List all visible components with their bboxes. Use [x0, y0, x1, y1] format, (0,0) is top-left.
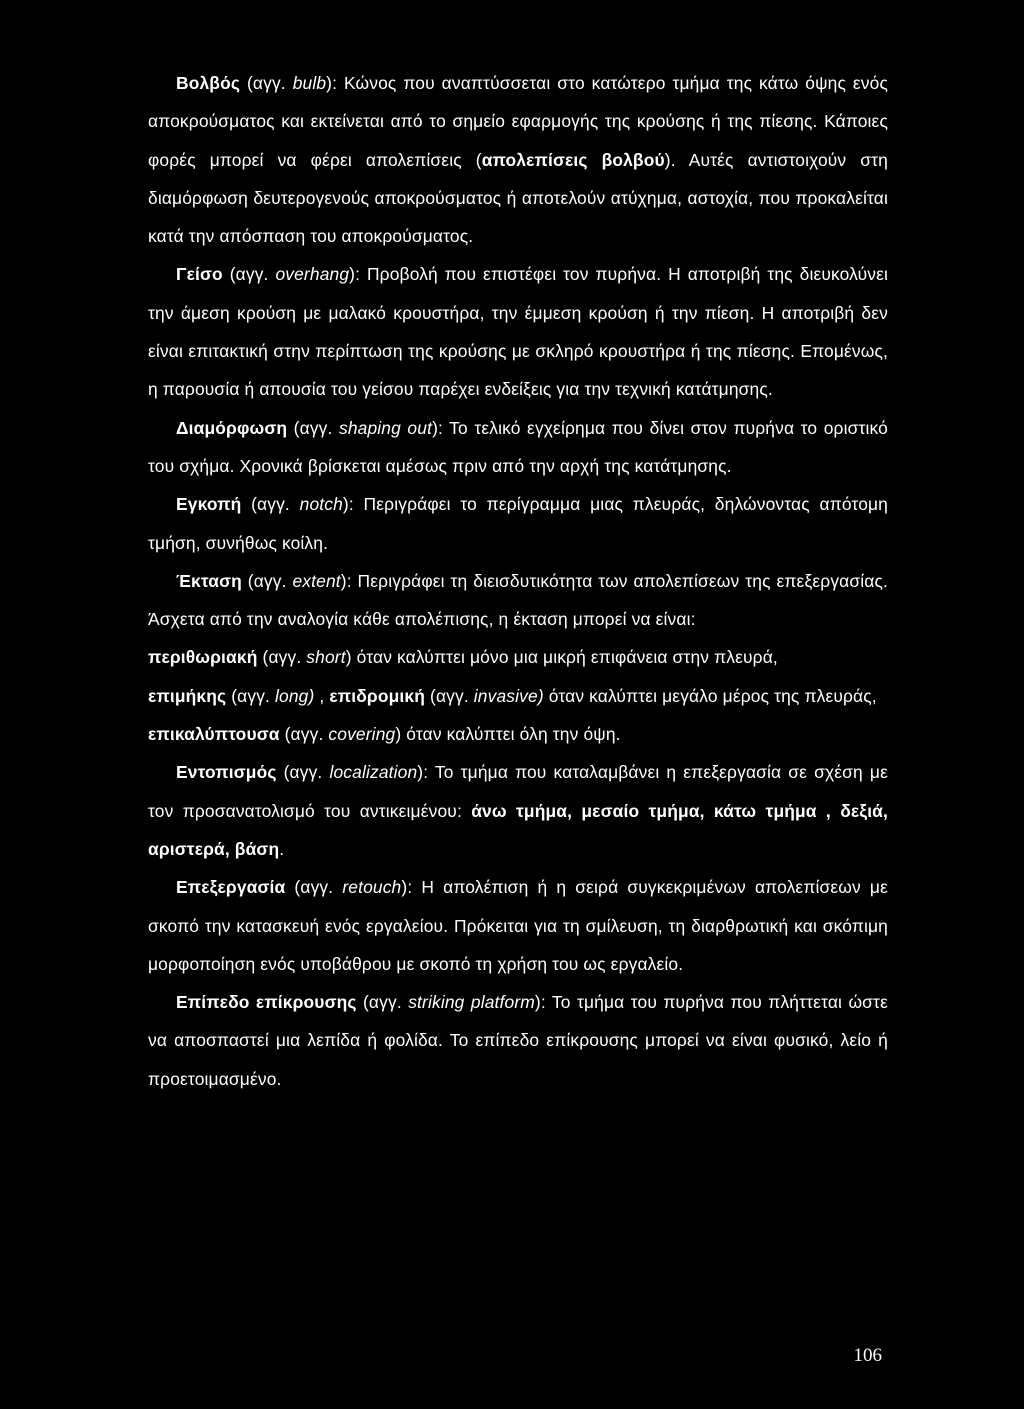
- english-term: bulb: [292, 73, 327, 93]
- term-prefix: (αγγ.: [356, 992, 409, 1013]
- term-prefix: (αγγ.: [257, 647, 307, 668]
- page-number: 106: [853, 1345, 882, 1366]
- definition-text: ) όταν καλύπτει μόνο μια μικρή επιφάνεια στην πλευρά,: [345, 647, 778, 668]
- entry-overhang: [148, 255, 888, 408]
- term-prefix: (αγγ.: [285, 877, 343, 898]
- bold-subterm: άνω τμήμα, μεσαίο τμήμα, κάτω τμήμα , δεξιά, αριστερά, βάση: [148, 800, 888, 859]
- entry-notch: [148, 485, 888, 562]
- definition-text: ): Το τμήμα που καταλαμβάνει η επεξεργασία σε σχέση με τον προσανατολισμό του αντικειμένου:: [148, 762, 888, 821]
- term-prefix: (αγγ.: [226, 685, 276, 706]
- english-term: short: [306, 647, 346, 668]
- entry-short: [148, 638, 888, 676]
- english-term: extent: [292, 570, 341, 591]
- entry-localization: [148, 753, 888, 868]
- term-prefix: (αγγ.: [240, 73, 293, 93]
- term-overhang: Γείσο: [176, 264, 223, 285]
- english-term: localization: [329, 762, 418, 783]
- term-prefix: (αγγ.: [276, 762, 330, 783]
- term-prefix: (αγγ.: [287, 417, 339, 438]
- english-term: covering: [328, 724, 396, 745]
- definition-text: ): Κώνος που αναπτύσσεται στο κατώτερο τμήμα της κάτω όψης ενός αποκρούσματος και εκτείνεται από το σημείο εφαρμογής της κρούσης ή της πίεσης. Κάποιες φορές μπορεί να φέρει απολεπίσεις (: [148, 73, 889, 170]
- english-term: overhang: [275, 264, 350, 285]
- entry-extent: [148, 562, 888, 639]
- term-notch: Εγκοπή: [176, 494, 242, 515]
- term-extent: Έκταση: [176, 570, 242, 591]
- definition-text: ). Αυτές αντιστοιχούν στη διαμόρφωση δευτερογενούς αποκρούσματος ή αποτελούν ατύχημα, αστοχία, που προκαλείται κατά την απόσπαση του αποκρούσματος.: [148, 149, 889, 247]
- entry-platform: [148, 983, 888, 1098]
- definition-text: ): Το τελικό εγχείρημα που δίνει στον πυρήνα το οριστικό του σχήμα. Χρονικά βρίσκεται αμέσως πριν από την αρχή της κατάτμησης.: [148, 417, 888, 476]
- definition-text: ): Η απολέπιση ή η σειρά συγκεκριμένων απολεπίσεων με σκοπό την κατασκευή ενός εργαλείου. Πρόκειται για τη σμίλευση, τη διαρθρωτική και σκόπιμη μορφοποίηση ενός υποβάθρου με σκοπό τη χρήση του ως εργαλείο.: [148, 877, 888, 974]
- term-short: περιθωριακή: [148, 647, 258, 668]
- term-prefix: (αγγ.: [241, 494, 300, 515]
- term-prefix: (αγγ.: [279, 724, 329, 745]
- term-invasive: επιδρομική: [329, 685, 426, 706]
- definition-text: ) όταν καλύπτει όλη την όψη.: [395, 724, 621, 745]
- glossary-page: [148, 64, 888, 1098]
- english-term: shaping out: [338, 417, 433, 438]
- english-term: invasive): [473, 685, 544, 706]
- term-covering: επικαλύπτουσα: [148, 724, 280, 745]
- english-term: retouch: [342, 877, 402, 898]
- entry-bulb: [148, 64, 888, 255]
- entry-shaping: [148, 409, 888, 486]
- entry-covering: [148, 715, 888, 753]
- english-term: striking platform: [408, 992, 535, 1013]
- term-long: επιμήκης: [148, 685, 227, 706]
- term-prefix: (αγγ.: [425, 685, 474, 706]
- definition-text: ): Περιγράφει τη διεισδυτικότητα των απολεπίσεων της επεξεργασίας. Άσχετα από την αναλογία κάθε απολέπισης, η έκταση μπορεί να είναι:: [148, 570, 888, 630]
- definition-text: .: [279, 838, 285, 859]
- definition-text: ): Το τμήμα του πυρήνα που πλήττεται ώστε να αποσπαστεί μια λεπίδα ή φολίδα. Το επίπεδο επίκρουσης μπορεί να είναι φυσικό, λείο ή προετοιμασμένο.: [148, 992, 888, 1089]
- term-retouch: Επεξεργασία: [176, 877, 286, 898]
- term-shaping: Διαμόρφωση: [176, 417, 288, 438]
- entry-retouch: [148, 868, 888, 983]
- english-term: notch: [299, 494, 343, 515]
- term-bulb: Βολβός: [176, 73, 241, 93]
- english-term: long): [275, 685, 315, 706]
- term-localization: Εντοπισμός: [176, 762, 277, 783]
- definition-text: ): Προβολή που επιστέφει τον πυρήνα. Η αποτριβή της διευκολύνει την άμεση κρούση με μαλακό κρουστήρα, την έμμεση κρούση ή την πίεση. Η αποτριβή δεν είναι επιτακτική στην περίπτωση της κρούσης με σκληρό κρουστήρα ή της πίεσης. Επομένως, η παρουσία ή απουσία του γείσου παρέχει ενδείξεις για την τεχνική κατάτμησης.: [148, 264, 888, 400]
- term-platform: Επίπεδο επίκρουσης: [176, 992, 357, 1013]
- definition-text: όταν καλύπτει μεγάλο μέρος της πλευράς,: [543, 685, 877, 706]
- entry-long: [148, 677, 888, 715]
- term-prefix: (αγγ.: [222, 264, 276, 285]
- term-prefix: (αγγ.: [241, 570, 293, 591]
- definition-text: ): Περιγράφει το περίγραμμα μιας πλευράς, δηλώνοντας απότομη τμήση, συνήθως κοίλη.: [148, 494, 889, 553]
- bold-subterm: απολεπίσεις βολβού: [481, 149, 665, 170]
- separator: ,: [314, 685, 330, 706]
